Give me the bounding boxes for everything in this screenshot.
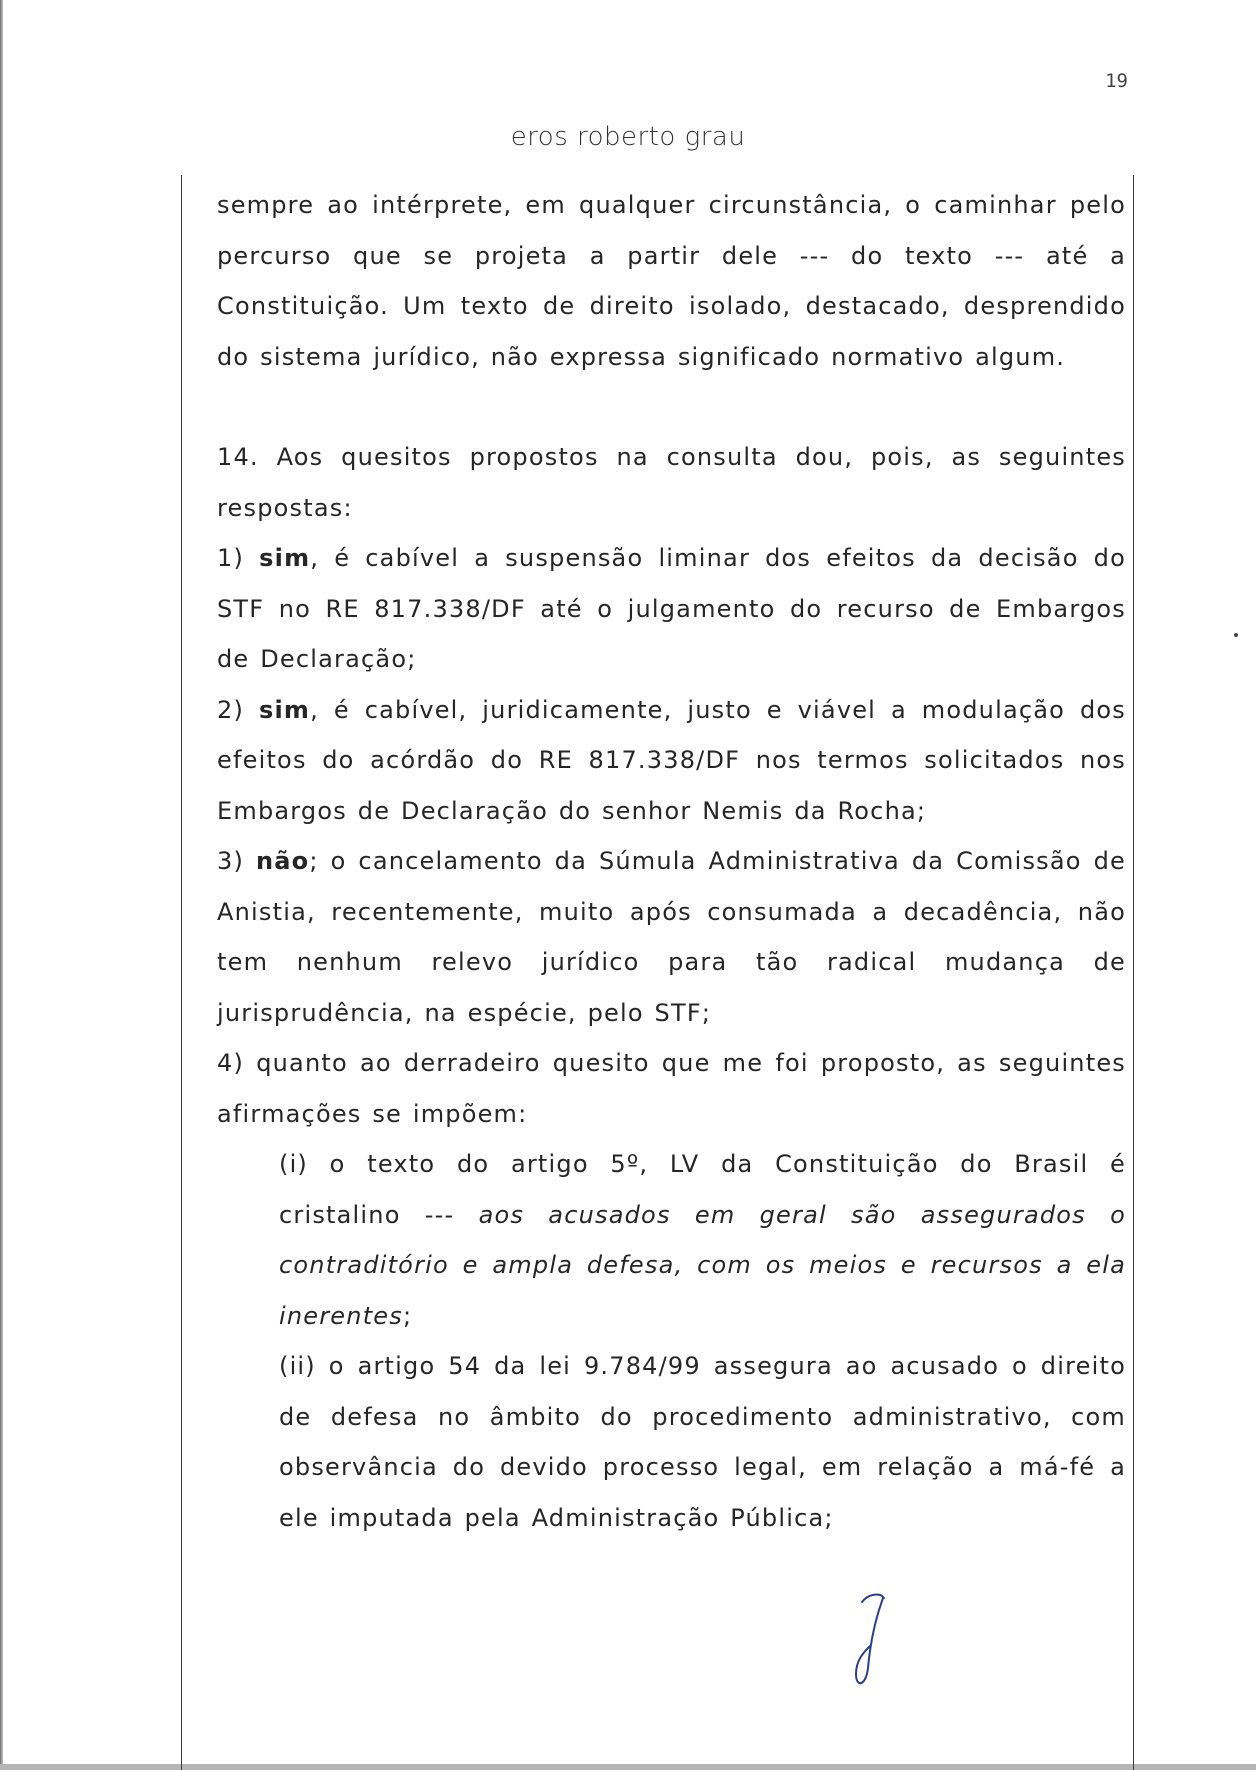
sub-item-i <box>217 1139 1126 1341</box>
scan-speck <box>1234 633 1238 637</box>
margin-rule-left <box>181 175 182 1770</box>
answer-4 <box>217 1038 1126 1139</box>
answer-2-emphasis: sim <box>258 695 311 724</box>
answer-2 <box>217 685 1126 837</box>
sub-item-ii-marker: (ii) <box>279 1352 316 1380</box>
document-body <box>217 180 1126 1543</box>
sub-item-i-end: ; <box>402 1301 413 1330</box>
answer-1-marker: 1) <box>217 544 245 572</box>
page-number: 19 <box>1105 70 1128 92</box>
sub-item-i-text: o texto do artigo 5º, LV da Constituição do Brasil é cristalino --- <box>279 1150 1126 1229</box>
sub-item-ii-text: o artigo 54 da lei 9.784/99 assegura ao acusado o direito de defesa no âmbito do procedimento administrativo, com observância do devido processo legal, em relação a má-fé a ele imputada pela Administração Pública; <box>279 1352 1126 1532</box>
answer-3-marker: 3) <box>217 847 245 875</box>
answer-2-text: , é cabível, juridicamente, justo e viável a modulação dos efeitos do acórdão do RE 817.338/DF nos termos solicitados nos Embargos de Declaração do senhor Nemis da Rocha; <box>217 695 1126 825</box>
answer-1-emphasis: sim <box>259 544 311 572</box>
sub-item-i-marker: (i) <box>279 1150 308 1178</box>
scan-edge-bottom <box>0 1764 1256 1770</box>
margin-rule-right <box>1133 175 1134 1770</box>
scan-edge-left <box>0 0 3 1770</box>
answer-2-marker: 2) <box>217 695 245 724</box>
section-lead: 14. Aos quesitos propostos na consulta dou, pois, as seguintes respostas: <box>217 443 1126 522</box>
answer-3 <box>217 836 1126 1038</box>
answer-4-marker: 4) <box>217 1049 245 1077</box>
answer-1-text: , é cabível a suspensão liminar dos efeitos da decisão do STF no RE 817.338/DF até o julgamento do recurso de Embargos de Declaração; <box>217 544 1126 673</box>
answer-1 <box>217 533 1126 685</box>
running-header: eros roberto grau <box>510 122 746 152</box>
sub-item-ii <box>217 1341 1126 1543</box>
intro-paragraph: sempre ao intérprete, em qualquer circunstância, o caminhar pelo percurso que se projeta a partir dele --- do texto --- até a Constituição. Um texto de direito isolado, destacado, desprendido do sistema jurídico, não expressa significado normativo algum. <box>217 191 1126 371</box>
answer-3-text: ; o cancelamento da Súmula Administrativa da Comissão de Anistia, recentemente, muito após consumada a decadência, não tem nenhum relevo jurídico para tão radical mudança de jurisprudência, na espécie, pelo STF; <box>217 847 1126 1027</box>
paragraph-gap <box>217 382 1126 432</box>
answer-3-emphasis: não <box>256 847 310 875</box>
answer-4-text: quanto ao derradeiro quesito que me foi proposto, as seguintes afirmações se impõem: <box>217 1049 1126 1128</box>
handwritten-initial-signature <box>850 1590 890 1690</box>
sub-item-i-quote: aos acusados em geral são assegurados o contraditório e ampla defesa, com os meios e recursos a ela inerentes <box>279 1200 1126 1330</box>
